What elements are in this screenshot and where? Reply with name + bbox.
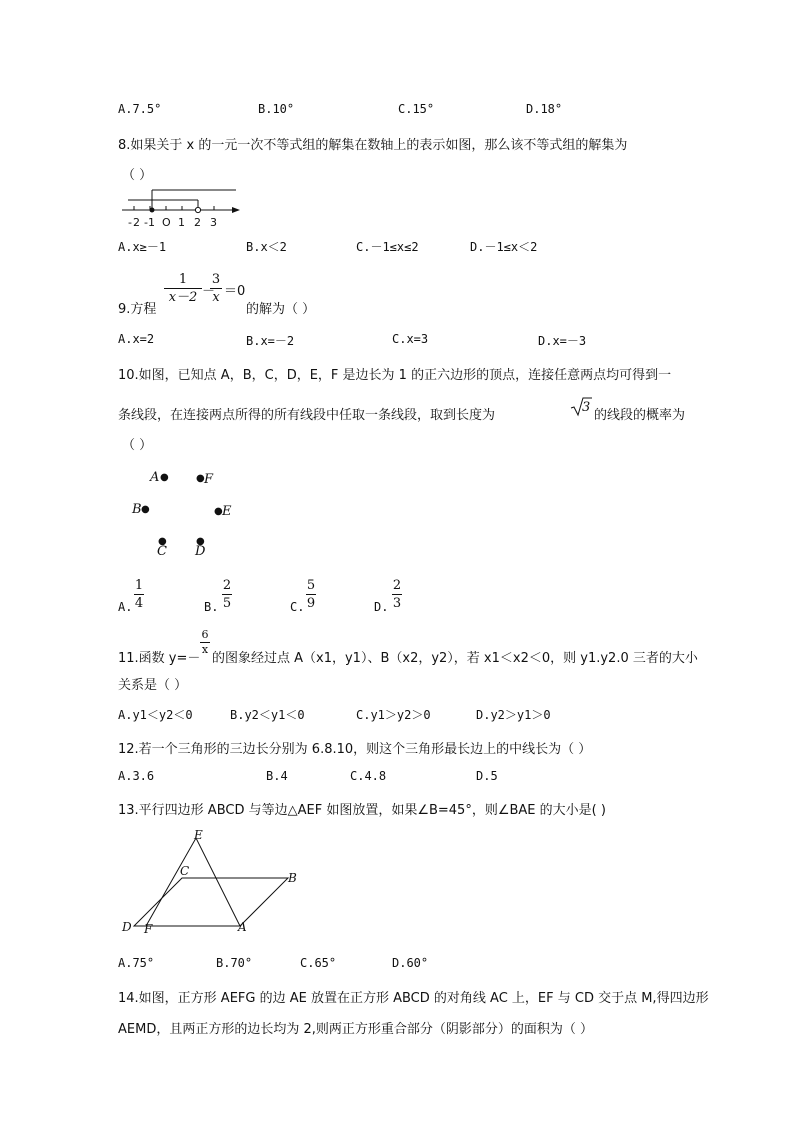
q11-fraction-num: 6 [201, 628, 209, 641]
q8-option-d: D.－1≤x＜2 [470, 240, 538, 254]
q8-axis-label-neg2: -2 [128, 216, 141, 229]
q13-option-a: A.75° [118, 956, 155, 970]
q13-label-b: B [288, 871, 297, 885]
q9-option-d: D.x=－3 [538, 334, 587, 348]
q10-option-b-den: 5 [222, 596, 232, 611]
q13-option-d: D.60° [392, 956, 429, 970]
q13-option-b: B.70° [216, 956, 253, 970]
q11-prefix: 11.函数 y=－ [118, 651, 201, 666]
q8-axis-label-origin: O [162, 216, 171, 229]
q9-option-c: C.x=3 [392, 332, 429, 346]
point-dot-icon: ● [214, 506, 223, 517]
q14-line-1: 14.如图，正方形 AEFG 的边 AE 放置在正方形 ABCD 的对角线 AC 上，EF 与 CD 交于点 M,得四边形 [118, 991, 709, 1006]
q9-minus: － [202, 284, 216, 299]
q13-label-a: A [238, 920, 247, 934]
q9-prefix: 9.方程 [118, 302, 157, 317]
q12-option-c: C.4.8 [350, 769, 387, 783]
q7-option-d: D.18° [526, 102, 563, 116]
q9-suffix: 的解为（ ） [246, 302, 316, 317]
q8-answer-paren: （ ） [122, 168, 153, 183]
q7-option-a: A.7.5° [118, 102, 162, 116]
q11-option-a: A.y1＜y2＜0 [118, 708, 193, 722]
q9-fraction-2-num: 3 [211, 272, 221, 287]
q10-point-c-label: C [157, 544, 167, 559]
q9-fraction-2-den: x [212, 290, 220, 305]
q13-label-d: D [122, 920, 132, 934]
q8-option-b: B.x＜2 [246, 240, 287, 254]
q10-point-d-label: D [195, 544, 206, 559]
q10-option-b-fraction [222, 578, 232, 611]
q10-point-f-label: F [204, 472, 214, 487]
q9-option-b: B.x=－2 [246, 334, 295, 348]
q12-option-a: A.3.6 [118, 769, 155, 783]
q10-option-b-letter: B. [204, 600, 219, 614]
q8-question-text: 8.如果关于 x 的一元一次不等式组的解集在数轴上的表示如图，那么该不等式组的解集为 [118, 138, 628, 153]
q9-fraction-1 [164, 272, 202, 305]
q8-axis-label-2: 2 [194, 216, 201, 229]
q13-label-e: E [194, 828, 203, 842]
q11-fraction-den: x [201, 643, 209, 656]
q13-label-c: C [180, 864, 190, 878]
q10-point-e-label: E [222, 504, 232, 519]
q9-fraction-2 [210, 272, 222, 305]
q8-option-a: A.x≥－1 [118, 240, 167, 254]
q14-line-2: AEMD，且两正方形的边长均为 2,则两正方形重合部分（阴影部分）的面积为（ ） [118, 1022, 594, 1037]
q10-option-a-num: 1 [134, 578, 144, 593]
point-dot-icon: ● [160, 472, 169, 483]
q8-axis-label-3: 3 [210, 216, 217, 229]
point-dot-icon: ● [196, 473, 205, 484]
q10-option-a-letter: A. [118, 600, 133, 614]
q12-option-b: B.4 [266, 769, 288, 783]
q12-question-text: 12.若一个三角形的三边长分别为 6.8.10，则这个三角形最长边上的中线长为（ ） [118, 742, 592, 757]
q13-option-c: C.65° [300, 956, 337, 970]
q8-axis-label-1: 1 [178, 216, 185, 229]
q9-fraction-1-den: x－2 [168, 290, 198, 305]
q10-option-d-letter: D. [374, 600, 389, 614]
q9-eq-zero: ＝0 [224, 284, 246, 299]
q13-question-text: 13.平行四边形 ABCD 与等边△AEF 如图放置，如果∠B=45°，则∠BAE 的大小是( ) [118, 803, 606, 818]
q9-fraction-1-num: 1 [178, 272, 188, 287]
q11-fraction [200, 629, 210, 656]
q8-option-c: C.－1≤x≤2 [356, 240, 419, 254]
q11-option-d: D.y2＞y1＞0 [476, 708, 551, 722]
q10-line-2-pre: 条线段，在连接两点所得的所有线段中任取一条线段，取到长度为 [118, 408, 496, 423]
q10-option-d-den: 3 [392, 596, 402, 611]
point-dot-icon: ● [158, 536, 167, 547]
q10-option-a-den: 4 [134, 596, 144, 611]
q10-sqrt-radicand: 3 [582, 400, 591, 415]
q10-point-b-label: B [132, 502, 142, 517]
q9-option-a: A.x=2 [118, 332, 155, 346]
q10-option-c-letter: C. [290, 600, 305, 614]
q8-axis-label-neg1: -1 [144, 216, 155, 229]
q11-suffix: 的图象经过点 A（x1，y1）、B（x2，y2），若 x1＜x2＜0，则 y1.y2.0 三者的大小 [212, 651, 698, 666]
q7-option-c: C.15° [398, 102, 435, 116]
q10-option-c-den: 9 [306, 596, 316, 611]
point-dot-icon: ● [196, 536, 205, 547]
q10-line-1: 10.如图，已知点 A，B，C，D，E，F 是边长为 1 的正六边形的顶点，连接任意两点均可得到一 [118, 368, 672, 383]
q10-line-2-post: 的线段的概率为 [594, 408, 686, 423]
q10-option-b-num: 2 [222, 578, 232, 593]
q10-option-c-fraction [306, 578, 316, 611]
q13-label-f: F [144, 922, 153, 936]
q10-option-c-num: 5 [306, 578, 316, 593]
point-dot-icon: ● [141, 504, 150, 515]
q7-option-b: B.10° [258, 102, 295, 116]
q11-option-b: B.y2＜y1＜0 [230, 708, 305, 722]
q12-option-d: D.5 [476, 769, 498, 783]
q10-option-a-fraction [134, 578, 144, 611]
q10-option-d-fraction [392, 578, 402, 611]
q10-point-a-label: A [150, 470, 160, 485]
q11-option-c: C.y1＞y2＞0 [356, 708, 431, 722]
q11-line-2: 关系是（ ） [118, 678, 188, 693]
q10-option-d-num: 2 [392, 578, 402, 593]
q10-answer-paren: （ ） [122, 438, 153, 453]
